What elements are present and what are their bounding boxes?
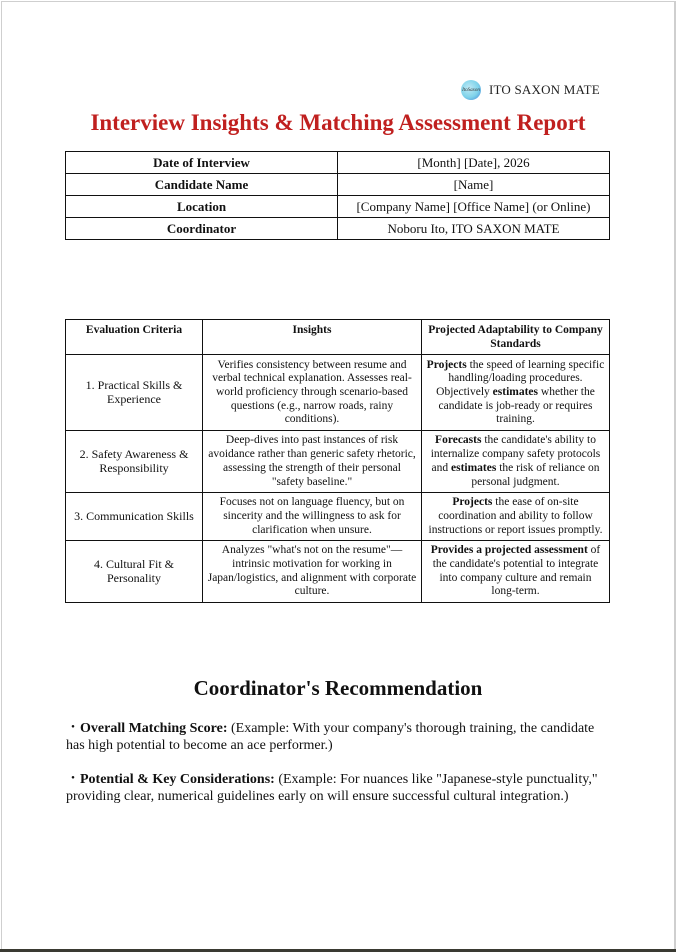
criteria-cell: 1. Practical Skills & Experience <box>66 355 203 431</box>
insights-cell: Deep-dives into past instances of risk avoidance rather than generic safety rhetoric, assessing the strength of their personal "safety baseline." <box>203 431 422 493</box>
item-text: (Example: For nuances like "Japanese-style punctuality," providing clear, numerical guidelines early on will ensure successful cultural integration.) <box>66 772 598 804</box>
item-label: Potential & Key Considerations: <box>80 772 275 787</box>
adaptability-cell: Projects the speed of learning specific handling/loading procedures. Objectively estimates whether the candidate is job-ready or requires training. <box>422 355 610 431</box>
recommendation-item-overall-score <box>66 720 611 754</box>
logo-text: ITO SAXON MATE <box>489 82 600 97</box>
logo-mark-text: ItoSaxon <box>462 87 480 93</box>
column-header-criteria: Evaluation Criteria <box>66 320 203 355</box>
item-text: (Example: With your company's thorough training, the candidate has high potential to become an ace performer.) <box>66 721 595 753</box>
criteria-cell: 3. Communication Skills <box>66 493 203 541</box>
info-value: [Name] <box>338 174 610 196</box>
bullet: ・ <box>66 772 80 787</box>
emphasis-text: Projects <box>452 496 493 509</box>
info-value: Noboru Ito, ITO SAXON MATE <box>338 218 610 240</box>
table-row <box>66 152 610 174</box>
table-row <box>66 431 610 493</box>
recommendation-item-considerations <box>66 771 611 805</box>
adaptability-cell: Forecasts the candidate's ability to internalize company safety protocols and estimates the risk of reliance on personal judgment. <box>422 431 610 493</box>
info-label: Candidate Name <box>66 174 338 196</box>
criteria-cell: 2. Safety Awareness & Responsibility <box>66 431 203 493</box>
adaptability-cell: Provides a projected assessment of the candidate's potential to integrate into company culture and remain long-term. <box>422 541 610 603</box>
info-value: [Company Name] [Office Name] (or Online) <box>338 196 610 218</box>
item-label: Overall Matching Score: <box>80 721 228 736</box>
table-row <box>66 218 610 240</box>
interview-info-table <box>65 151 610 240</box>
table-row <box>66 355 610 431</box>
emphasis-text: Projects <box>426 358 467 371</box>
column-header-adaptability: Projected Adaptability to Company Standards <box>422 320 610 355</box>
table-row <box>66 493 610 541</box>
adaptability-cell: Projects the ease of on-site coordination and ability to follow instructions or report issues promptly. <box>422 493 610 541</box>
insights-cell: Focuses not on language fluency, but on sincerity and the willingness to ask for clarification when unsure. <box>203 493 422 541</box>
bullet: ・ <box>66 721 80 736</box>
company-logo <box>461 80 600 100</box>
criteria-cell: 4. Cultural Fit & Personality <box>66 541 203 603</box>
column-header-insights: Insights <box>203 320 422 355</box>
recommendation-title: Coordinator's Recommendation <box>193 676 483 700</box>
table-row <box>66 541 610 603</box>
table-row <box>66 196 610 218</box>
info-value: [Month] [Date], 2026 <box>338 152 610 174</box>
emphasis-text: Forecasts <box>435 434 482 447</box>
emphasis-text: estimates <box>492 386 539 399</box>
table-header-row <box>66 320 610 355</box>
info-label: Date of Interview <box>66 152 338 174</box>
insights-cell: Verifies consistency between resume and verbal technical explanation. Assesses real-world proficiency through scenario-based questions (e.g., narrow roads, rainy conditions). <box>203 355 422 431</box>
table-row <box>66 174 610 196</box>
emphasis-text: estimates <box>451 461 497 474</box>
ito-saxon-mate-logo-icon <box>461 80 481 100</box>
insights-cell: Analyzes "what's not on the resume"—intrinsic motivation for working in Japan/logistics, and alignment with corporate culture. <box>203 541 422 603</box>
emphasis-text: Provides a projected assessment <box>430 544 588 557</box>
info-label: Coordinator <box>66 218 338 240</box>
info-label: Location <box>66 196 338 218</box>
evaluation-table <box>65 319 610 603</box>
report-title: Interview Insights & Matching Assessment Report <box>90 110 586 135</box>
